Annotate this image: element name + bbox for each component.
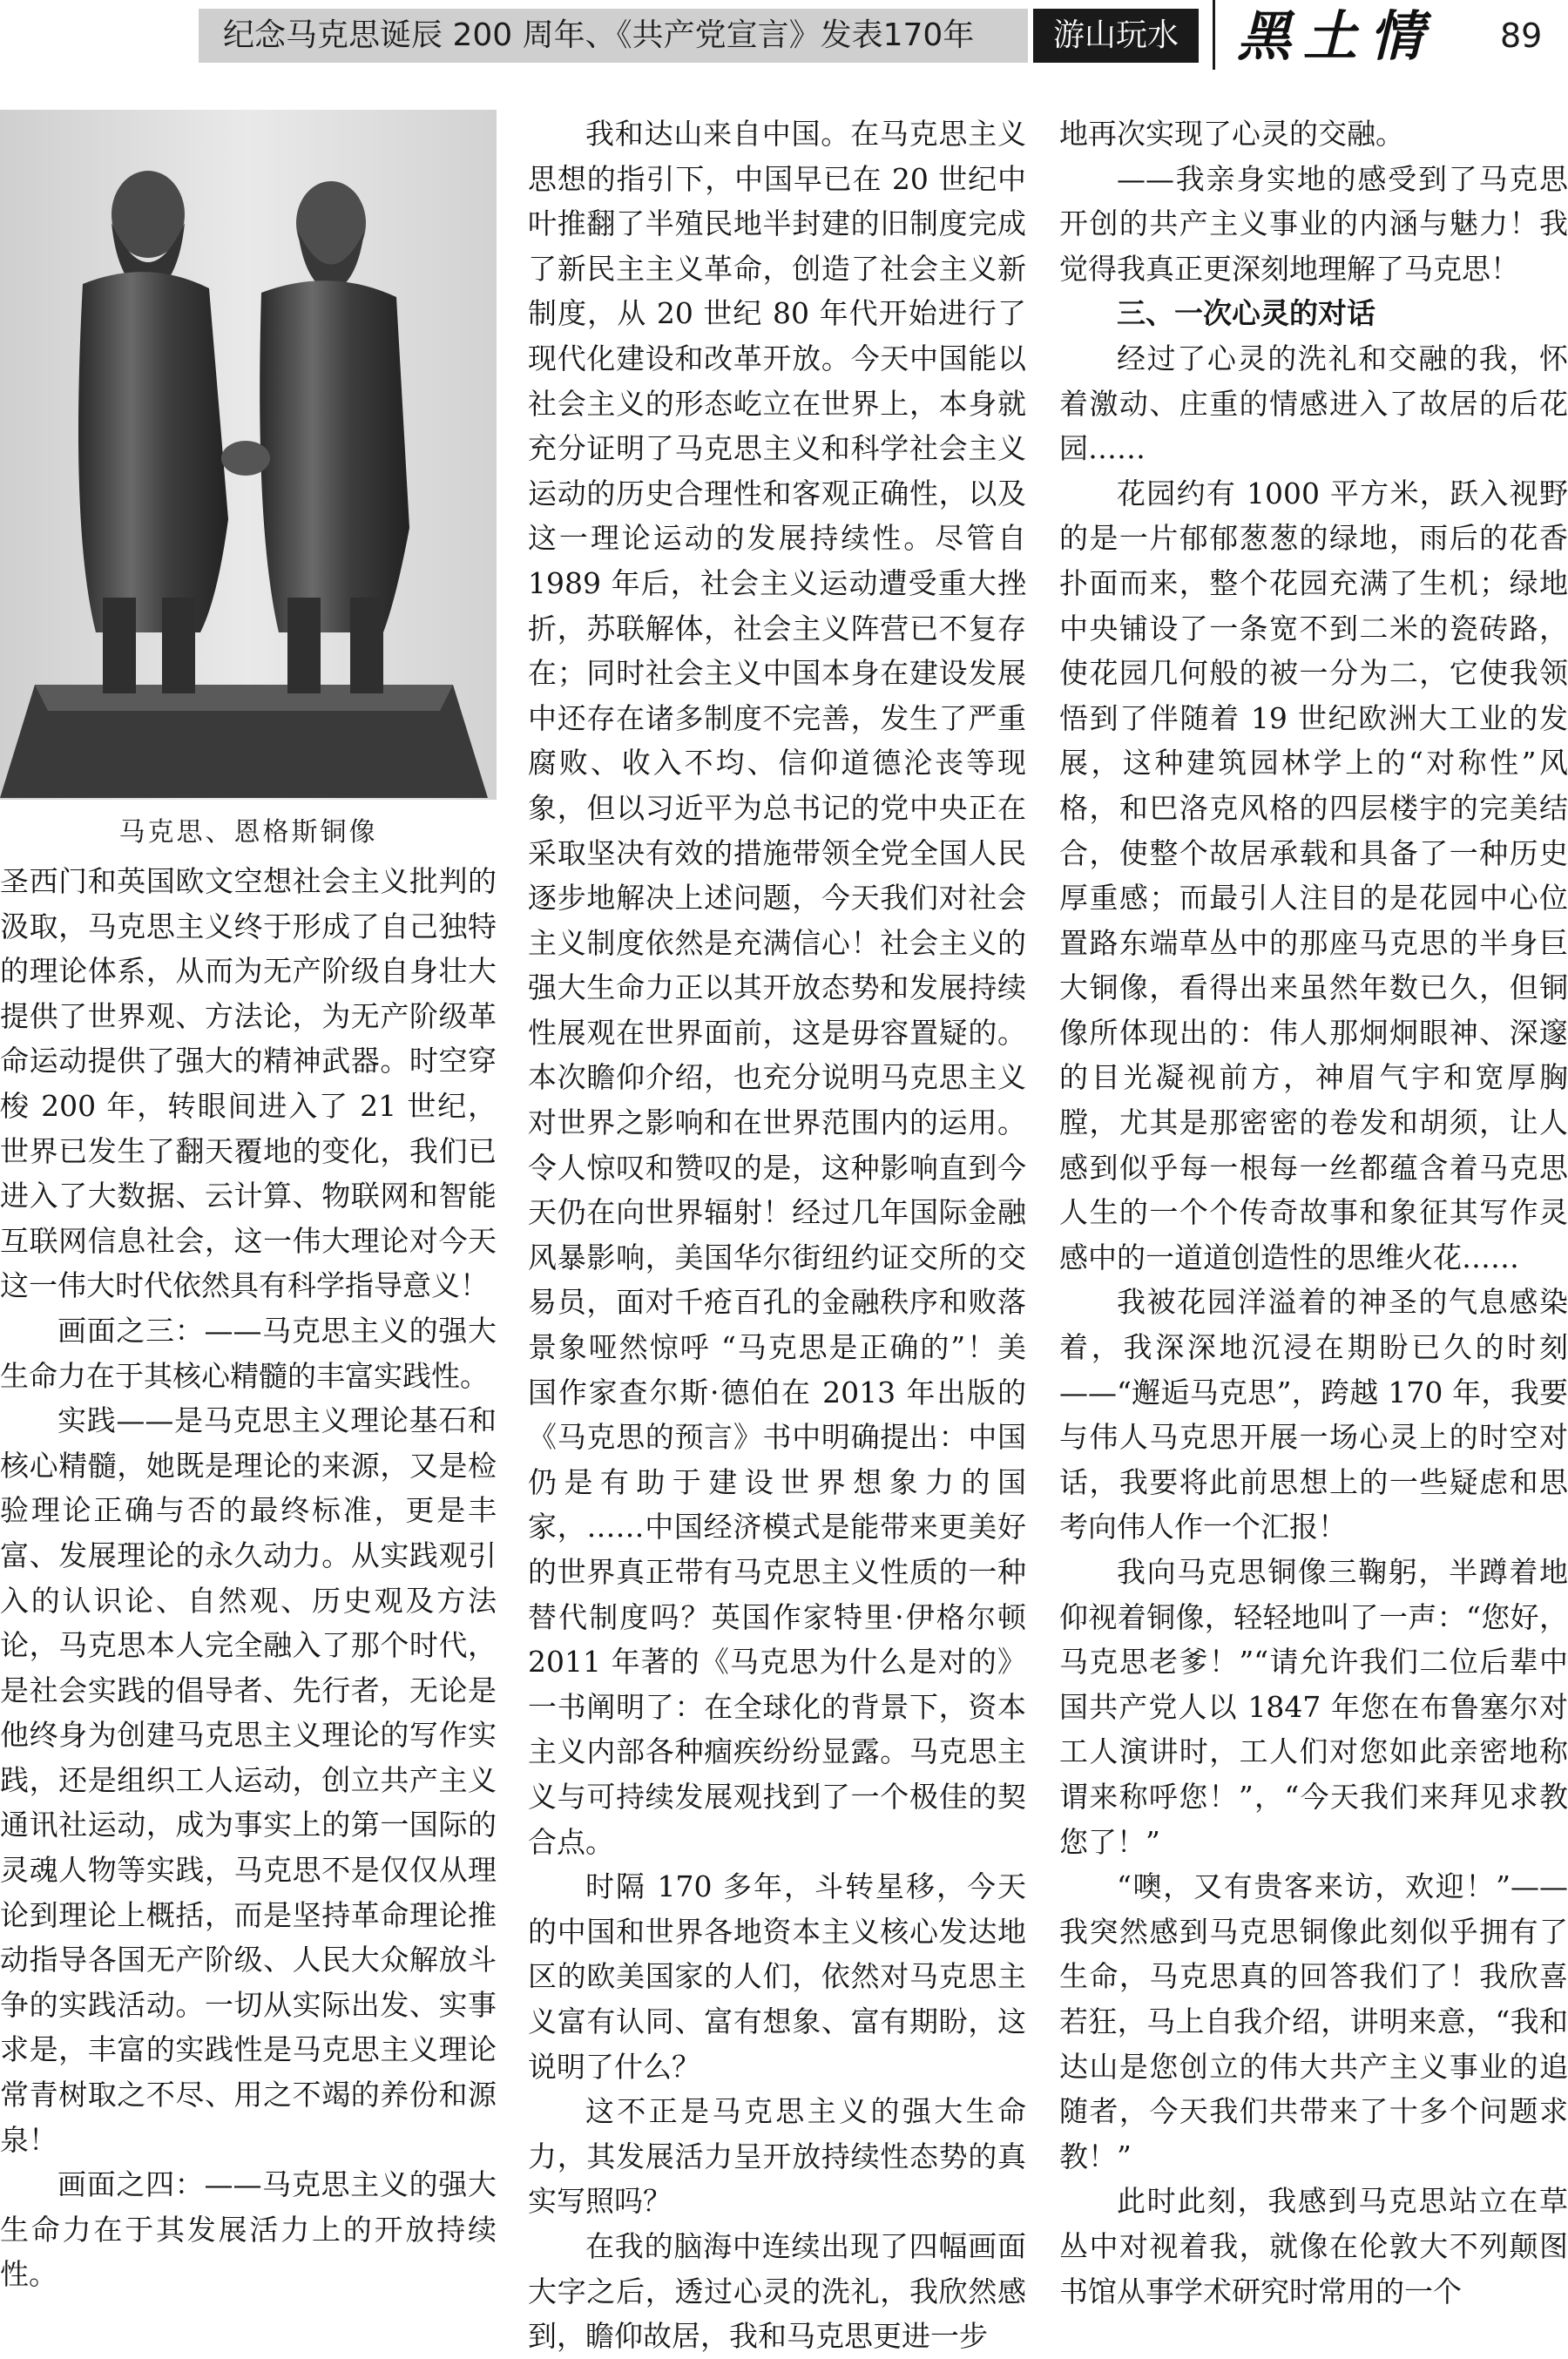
paragraph: 这不正是马克思主义的强大生命力，其发展活力呈开放持续性态势的真实写照吗？ — [528, 2094, 1026, 2219]
paragraph: 经过了心灵的洗礼和交融的我，怀着激动、庄重的情感进入了故居的后花园…… — [1059, 341, 1568, 466]
page-number: 89 — [1500, 17, 1543, 55]
paragraph: 画面之三：——马克思主义的强大生命力在于其核心精髓的丰富实践性。 — [0, 1313, 497, 1393]
paragraph: 在我的脑海中连续出现了四幅画面大字之后，透过心灵的洗礼，我欣然感到，瞻仰故居，我和马克思更进一步 — [528, 2228, 1026, 2354]
text-column-3 — [1059, 112, 1568, 2308]
paragraph: 时隔 170 多年，斗转星移，今天的中国和世界各地资本主义核心发达地区的欧美国家的人们，依然对马克思主义富有认同、富有想象、富有期盼，这说明了什么？ — [528, 1869, 1026, 2084]
paragraph: 我和达山来自中国。在马克思主义思想的指引下，中国早已在 20 世纪中叶推翻了半殖民地半封建的旧制度完成了新民主主义革命，创造了社会主义新制度，从 20 世纪 80 年代开始进行了现代化建设和改革开放。今天中国能以社会主义的形态屹立在世界上，本身就充分证明了马克思主义和科学社会主义运动的历史合理性和客观正确性，以及这一理论运动的发展持续性。尽管自 1989 年后，社会主义运动遭受重大挫折，苏联解体，社会主义阵营已不复存在；同时社会主义中国本身在建设发展中还存在诸多制度不完善，发生了严重腐败、收入不均、信仰道德沦丧等现象，但以习近平为总书记的党中央正在采取坚决有效的措施带领全党全国人民逐步地解决上述问题，今天我们对社会主义制度依然是充满信心！社会主义的强大生命力正以其开放态势和发展持续性展观在世界面前，这是毋容置疑的。本次瞻仰介绍，也充分说明马克思主义对世界之影响和在世界范围内的运用。令人惊叹和赞叹的是，这种影响直到今天仍在向世界辐射！经过几年国际金融风暴影响，美国华尔街纽约证交所的交易员，面对千疮百孔的金融秩序和败落景象哑然惊呼 “马克思是正确的”！美国作家查尔斯·德伯在 2013 年出版的《马克思的预言》书中明确提出：中国仍是有助于建设世界想象力的国家，……中国经济模式是能带来更美好的世界真正带有马克思主义性质的一种替代制度吗？英国作家特里·伊格尔顿 2011 年著的《马克思为什么是对的》一书阐明了：在全球化的背景下，资本主义内部各种痼疾纷纷显露。马克思主义与可持续发展观找到了一个极佳的契合点。 — [528, 117, 1026, 1859]
text-column-2 — [528, 112, 1026, 2354]
page-header — [0, 0, 1568, 78]
text-column-1 — [0, 859, 497, 2292]
paragraph: 此时此刻，我感到马克思站立在草丛中对视着我，就像在伦敦大不列颠图书馆从事学术研究时常用的一个 — [1059, 2184, 1568, 2308]
paragraph: 花园约有 1000 平方米，跃入视野的是一片郁郁葱葱的绿地，雨后的花香扑面而来，整个花园充满了生机；绿地中央铺设了一条宽不到二米的瓷砖路，使花园几何般的被一分为二，它使我领悟到了伴随着 19 世纪欧洲大工业的发展，这种建筑园林学上的“对称性”风格，和巴洛克风格的四层楼宇的完美结合，使整个故居承载和具备了一种历史厚重感；而最引人注目的是花园中心位置路东端草丛中的那座马克思的半身巨大铜像，看得出来虽然年数已久，但铜像所体现出的：伟人那炯炯眼神、深邃的目光凝视前方，神眉气宇和宽厚胸膛，尤其是那密密的卷发和胡须，让人感到似乎每一根每一丝都蕴含着马克思人生的一个个传奇故事和象征其写作灵感中的一道道创造性的思维火花…… — [1059, 476, 1568, 1274]
header-divider — [1213, 0, 1215, 70]
paragraph: 圣西门和英国欧文空想社会主义批判的汲取，马克思主义终于形成了自己独特的理论体系，从而为无产阶级自身壮大提供了世界观、方法论，为无产阶级革命运动提供了强大的精神武器。时空穿梭 200 年，转眼间进入了 21 世纪，世界已发生了翻天覆地的变化，我们已进入了大数据、云计算、物联网和智能互联网信息社会，这一伟大理论对今天这一伟大时代依然具有科学指导意义！ — [0, 864, 497, 1303]
header-banner: 纪念马克思诞辰 200 周年、《共产党宣言》发表170年 — [199, 9, 1028, 63]
paragraph: 地再次实现了心灵的交融。 — [1059, 117, 1404, 151]
photo-caption: 马克思、恩格斯铜像 — [118, 817, 378, 848]
paragraph: 画面之四：——马克思主义的强大生命力在于其发展活力上的开放持续性。 — [0, 2167, 497, 2292]
paragraph: “噢，又有贵客来访，欢迎！”——我突然感到马克思铜像此刻似乎拥有了生命，马克思真的回答我们了！我欣喜若狂，马上自我介绍，讲明来意，“我和达山是您创立的伟大共产主义事业的追随者，今天我们共带来了十多个问题求教！” — [1059, 1869, 1568, 2173]
paragraph: ——我亲身实地的感受到了马克思开创的共产主义事业的内涵与魅力！我觉得我真正更深刻地理解了马克思！ — [1059, 161, 1568, 286]
section-tag: 游山玩水 — [1033, 9, 1199, 63]
paragraph: 实践——是马克思主义理论基石和核心精髓，她既是理论的来源，又是检验理论正确与否的最终标准，更是丰富、发展理论的永久动力。从实践观引入的认识论、自然观、历史观及方法论，马克思本人完全融入了那个时代，是社会实践的倡导者、先行者，无论是他终身为创建马克思主义理论的写作实践，还是组织工人运动，创立共产主义通讯社运动，成为事实上的第一国际的灵魂人物等实践，马克思不是仅仅从理论到理论上概括，而是坚持革命理论推动指导各国无产阶级、人民大众解放斗争的实践活动。一切从实际出发、实事求是，丰富的实践性是马克思主义理论常青树取之不尽、用之不竭的养份和源泉！ — [0, 1403, 497, 2157]
section-heading: 三、一次心灵的对话 — [1117, 296, 1375, 331]
magazine-logo: 黑土情 — [1237, 4, 1436, 68]
paragraph: 我被花园洋溢着的神圣的气息感染着，我深深地沉浸在期盼已久的时刻——“邂逅马克思”，跨越 170 年，我要与伟人马克思开展一场心灵上的时空对话，我要将此前思想上的一些疑虑和思考向伟人作一个汇报！ — [1059, 1285, 1568, 1545]
statue-photo — [0, 110, 497, 800]
paragraph: 我向马克思铜像三鞠躬，半蹲着地仰视着铜像，轻轻地叫了一声：“您好，马克思老爹！”“请允许我们二位后辈中国共产党人以 1847 年您在布鲁塞尔对工人演讲时，工人们对您如此亲密地称谓来称呼您！”，“今天我们来拜见求教您了！” — [1059, 1555, 1568, 1859]
